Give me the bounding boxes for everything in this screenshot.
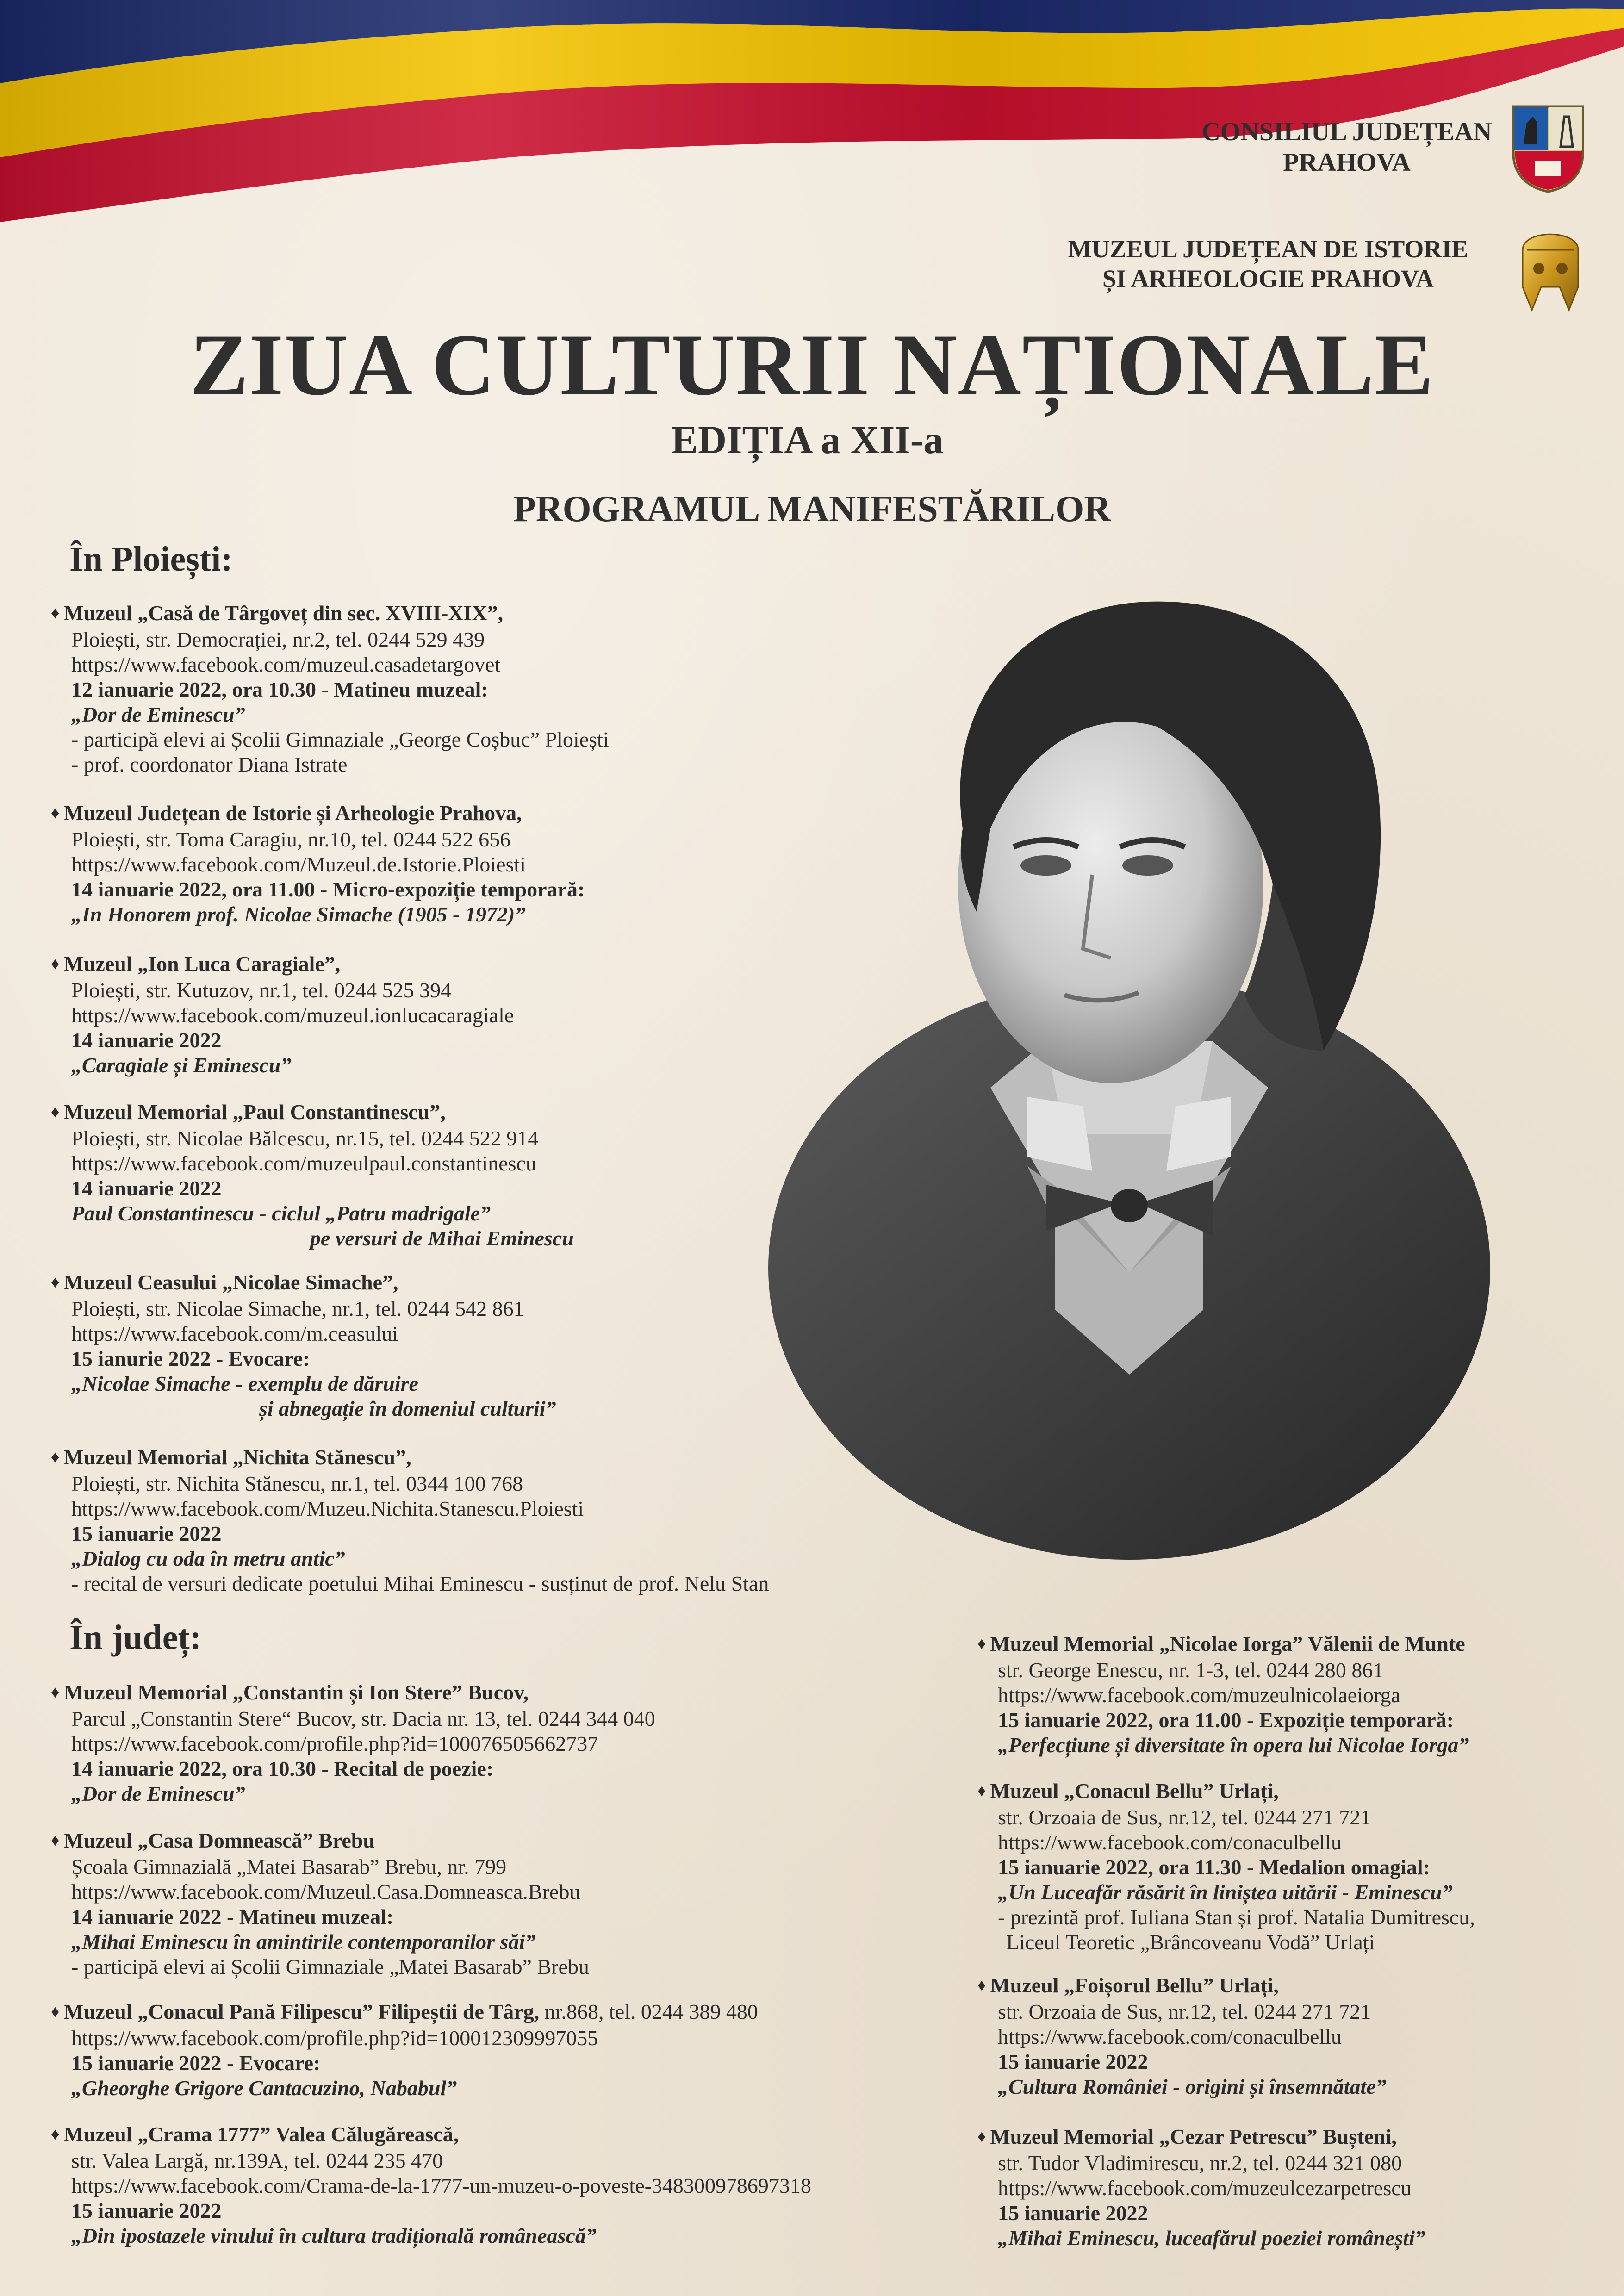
- entry-note: - prezintă prof. Iuliana Stan și prof. Natalia Dumitrescu,: [998, 1905, 1475, 1929]
- entry-date: 14 ianuarie 2022, ora 10.30 - Recital de poezie:: [71, 1757, 494, 1780]
- entry-link[interactable]: https://www.facebook.com/m.ceasului: [71, 1322, 398, 1345]
- entry-event: „Cultura României - origini și însemnătate”: [998, 2075, 1387, 2098]
- entry-name: ♦ Muzeul Memorial „Cezar Petrescu” Bușteni,: [977, 2124, 1425, 2151]
- org-muzeul-judetean: [1037, 234, 1500, 293]
- entry-ion-luca-caragiale: [51, 952, 514, 1078]
- entry-event: „Dor de Eminescu”: [71, 703, 245, 726]
- entry-date: 14 ianuarie 2022: [71, 1028, 222, 1052]
- entry-date: 15 ianuarie 2022: [71, 1522, 222, 1545]
- entry-event: „Nicolae Simache - exemplu de dăruire: [71, 1372, 418, 1395]
- entry-conacul-filipescu: [51, 1999, 758, 2101]
- entry-note: Liceul Teoretic „Brâncoveanu Vodă” Urlați: [1006, 1930, 1375, 1954]
- entry-date: 12 ianuarie 2022, ora 10.30 - Matineu muzeal:: [71, 678, 488, 701]
- entry-note: - participă elevi ai Școlii Gimnaziale „George Coșbuc” Ploiești: [71, 728, 609, 751]
- entry-name: ♦ Muzeul Județean de Istorie și Arheologie Prahova,: [51, 801, 585, 827]
- entry-address: str. Tudor Vladimirescu, nr.2, tel. 0244 321 080: [998, 2151, 1402, 2175]
- prahova-crest-icon: [1510, 103, 1587, 193]
- entry-name: ♦ Muzeul Memorial „Constantin și Ion Stere” Bucov,: [51, 1680, 655, 1706]
- entry-foisorul-bellu: [977, 1973, 1387, 2099]
- entry-link[interactable]: https://www.facebook.com/conaculbellu: [998, 2025, 1342, 2048]
- entry-date: 15 ianuarie 2022, ora 11.00 - Expoziție temporară:: [998, 1708, 1454, 1732]
- entry-event: „Perfecțiune și diversitate în opera lui Nicolae Iorga”: [998, 1733, 1469, 1757]
- entry-event: „Un Luceafăr răsărit în liniștea uitării - Eminescu”: [998, 1880, 1453, 1904]
- org-consiliul-judetean: [1185, 117, 1509, 178]
- section-heading-judet: În județ:: [69, 1618, 202, 1657]
- entry-address: Ploiești, str. Nicolae Simache, nr.1, tel. 0244 542 861: [71, 1297, 524, 1320]
- entry-name: ♦ Muzeul „Conacul Bellu” Urlați,: [977, 1779, 1475, 1805]
- entry-event: pe versuri de Mihai Eminescu: [310, 1226, 574, 1250]
- entry-date: 14 ianuarie 2022: [71, 1176, 222, 1200]
- entry-date: 14 ianuarie 2022 - Matineu muzeal:: [71, 1905, 394, 1929]
- entry-stere-bucov: [51, 1680, 655, 1806]
- entry-address: nr.868, tel. 0244 389 480: [539, 2000, 758, 2023]
- entry-note: - participă elevi ai Școlii Gimnaziale „Matei Basarab” Brebu: [71, 1955, 589, 1979]
- entry-event: „Din ipostazele vinului în cultura tradițională românească”: [71, 2224, 597, 2247]
- entry-cezar-petrescu: [977, 2124, 1425, 2251]
- entry-muzeul-ceasului: [51, 1270, 556, 1421]
- entry-event: „Mihai Eminescu, luceafărul poeziei românești”: [998, 2226, 1425, 2250]
- entry-date: 15 ianuarie 2022: [998, 2201, 1148, 2225]
- entry-name: ♦ Muzeul Memorial „Nicolae Iorga” Vălenii de Munte: [977, 1631, 1469, 1658]
- entry-address: str. Valea Largă, nr.139A, tel. 0244 235 470: [71, 2149, 443, 2172]
- entry-event: Paul Constantinescu - ciclul „Patru madrigale”: [71, 1201, 491, 1225]
- entry-muzeul-istorie: [51, 801, 585, 927]
- entry-link[interactable]: https://www.facebook.com/Muzeul.Casa.Domneasca.Brebu: [71, 1880, 580, 1904]
- entry-link[interactable]: https://www.facebook.com/muzeulnicolaeiorga: [998, 1683, 1400, 1707]
- entry-link[interactable]: https://www.facebook.com/profile.php?id=100012309997055: [71, 2026, 598, 2050]
- entry-link[interactable]: https://www.facebook.com/Muzeul.de.Istorie.Ploiesti: [71, 852, 526, 876]
- entry-name: ♦ Muzeul „Conacul Pană Filipescu” Filipeștii de Târg,: [51, 2000, 539, 2023]
- org2-line2: ȘI ARHEOLOGIE PRAHOVA: [1102, 265, 1434, 292]
- org2-line1: MUZEUL JUDEȚEAN DE ISTORIE: [1068, 235, 1468, 263]
- entry-name: ♦ Muzeul „Ion Luca Caragiale”,: [51, 952, 514, 978]
- entry-address: Ploiești, str. Nicolae Bălcescu, nr.15, tel. 0244 522 914: [71, 1126, 539, 1150]
- entry-paul-constantinescu: [51, 1100, 574, 1251]
- entry-event: „Dialog cu oda în metru antic”: [71, 1547, 345, 1570]
- entry-casa-domneasca-brebu: [51, 1828, 589, 1979]
- entry-event: „Caragiale și Eminescu”: [71, 1053, 292, 1077]
- entry-name: ♦ Muzeul „Casa Domnească” Brebu: [51, 1828, 589, 1854]
- entry-date: 14 ianuarie 2022, ora 11.00 - Micro-expoziție temporară:: [71, 877, 585, 901]
- entry-link[interactable]: https://www.facebook.com/muzeul.casadetargovet: [71, 653, 501, 676]
- entry-note: - prof. coordonator Diana Istrate: [71, 753, 348, 776]
- entry-date: 15 ianuarie 2022 - Evocare:: [71, 2051, 321, 2075]
- org1-line1: CONSILIUL JUDEȚEAN: [1201, 118, 1492, 146]
- entry-address: str. George Enescu, nr. 1-3, tel. 0244 280 861: [998, 1658, 1384, 1682]
- golden-helmet-icon: [1513, 218, 1587, 315]
- entry-event: „Mihai Eminescu în amintirile contemporanilor săi”: [71, 1930, 536, 1954]
- entry-link[interactable]: https://www.facebook.com/profile.php?id=100076505662737: [71, 1732, 598, 1755]
- page-title: ZIUA CULTURII NAȚIONALE: [189, 317, 1435, 414]
- entry-link[interactable]: https://www.facebook.com/Muzeu.Nichita.Stanescu.Ploiesti: [71, 1497, 584, 1520]
- entry-nicolae-iorga: [977, 1631, 1469, 1758]
- section-heading-ploiesti: În Ploiești:: [69, 540, 233, 579]
- entry-event: „In Honorem prof. Nicolae Simache (1905 - 1972)”: [71, 902, 526, 926]
- entry-name: ♦ Muzeul „Casă de Târgoveț din sec. XVIII-XIX”,: [51, 601, 609, 627]
- entry-address: Ploiești, str. Toma Caragiu, nr.10, tel. 0244 522 656: [71, 828, 511, 851]
- entry-address: str. Orzoaia de Sus, nr.12, tel. 0244 271 721: [998, 2000, 1371, 2023]
- entry-address: Parcul „Constantin Stere“ Bucov, str. Dacia nr. 13, tel. 0244 344 040: [71, 1707, 655, 1730]
- entry-address: Ploiești, str. Democrației, nr.2, tel. 0244 529 439: [71, 628, 485, 651]
- program-heading: PROGRAMUL MANIFESTĂRILOR: [513, 489, 1111, 529]
- entry-event: și abnegație în domeniul culturii”: [259, 1397, 556, 1420]
- entry-date: 15 ianuarie 2022: [71, 2199, 222, 2222]
- entry-date: 15 ianuarie 2022, ora 11.30 - Medalion omagial:: [998, 1855, 1431, 1879]
- entry-nichita-stanescu: [51, 1445, 769, 1596]
- entry-conacul-bellu: [977, 1779, 1475, 1955]
- entry-link[interactable]: https://www.facebook.com/conaculbellu: [998, 1830, 1342, 1854]
- entry-name: ♦ Muzeul „Crama 1777” Valea Călugărească,: [51, 2122, 811, 2148]
- eminescu-portrait: [768, 588, 1490, 1560]
- entry-crama-1777: [51, 2122, 811, 2248]
- org1-line2: PRAHOVA: [1283, 148, 1411, 177]
- entry-name: ♦ Muzeul Memorial „Nichita Stănescu”,: [51, 1445, 769, 1471]
- entry-link[interactable]: https://www.facebook.com/Crama-de-la-1777-un-muzeu-o-poveste-348300978697318: [71, 2174, 811, 2197]
- entry-address: str. Orzoaia de Sus, nr.12, tel. 0244 271 721: [998, 1805, 1371, 1829]
- entry-casa-targovet: [51, 601, 609, 777]
- entry-event: „Gheorghe Grigore Cantacuzino, Nababul”: [71, 2076, 457, 2100]
- entry-event: „Dor de Eminescu”: [71, 1782, 245, 1805]
- entry-date: 15 ianuarie 2022: [998, 2050, 1148, 2073]
- entry-name: ♦ Muzeul Memorial „Paul Constantinescu”,: [51, 1100, 574, 1126]
- entry-address: Ploiești, str. Nichita Stănescu, nr.1, tel. 0344 100 768: [71, 1472, 523, 1495]
- entry-link[interactable]: https://www.facebook.com/muzeulpaul.constantinescu: [71, 1151, 536, 1175]
- entry-link[interactable]: https://www.facebook.com/muzeul.ionlucacaragiale: [71, 1003, 514, 1027]
- entry-date: 15 ianurie 2022 - Evocare:: [71, 1347, 310, 1370]
- entry-note: - recital de versuri dedicate poetului Mihai Eminescu - susținut de prof. Nelu Stan: [71, 1572, 769, 1595]
- edition-subtitle: EDIȚIA a XII-a: [671, 417, 944, 462]
- entry-address: Școala Gimnazială „Matei Basarab” Brebu, nr. 799: [71, 1855, 507, 1879]
- entry-name: ♦ Muzeul Ceasului „Nicolae Simache”,: [51, 1270, 556, 1296]
- entry-link[interactable]: https://www.facebook.com/muzeulcezarpetrescu: [998, 2176, 1412, 2200]
- entry-address: Ploiești, str. Kutuzov, nr.1, tel. 0244 525 394: [71, 978, 452, 1002]
- entry-name: ♦ Muzeul „Foișorul Bellu” Urlați,: [977, 1973, 1387, 1999]
